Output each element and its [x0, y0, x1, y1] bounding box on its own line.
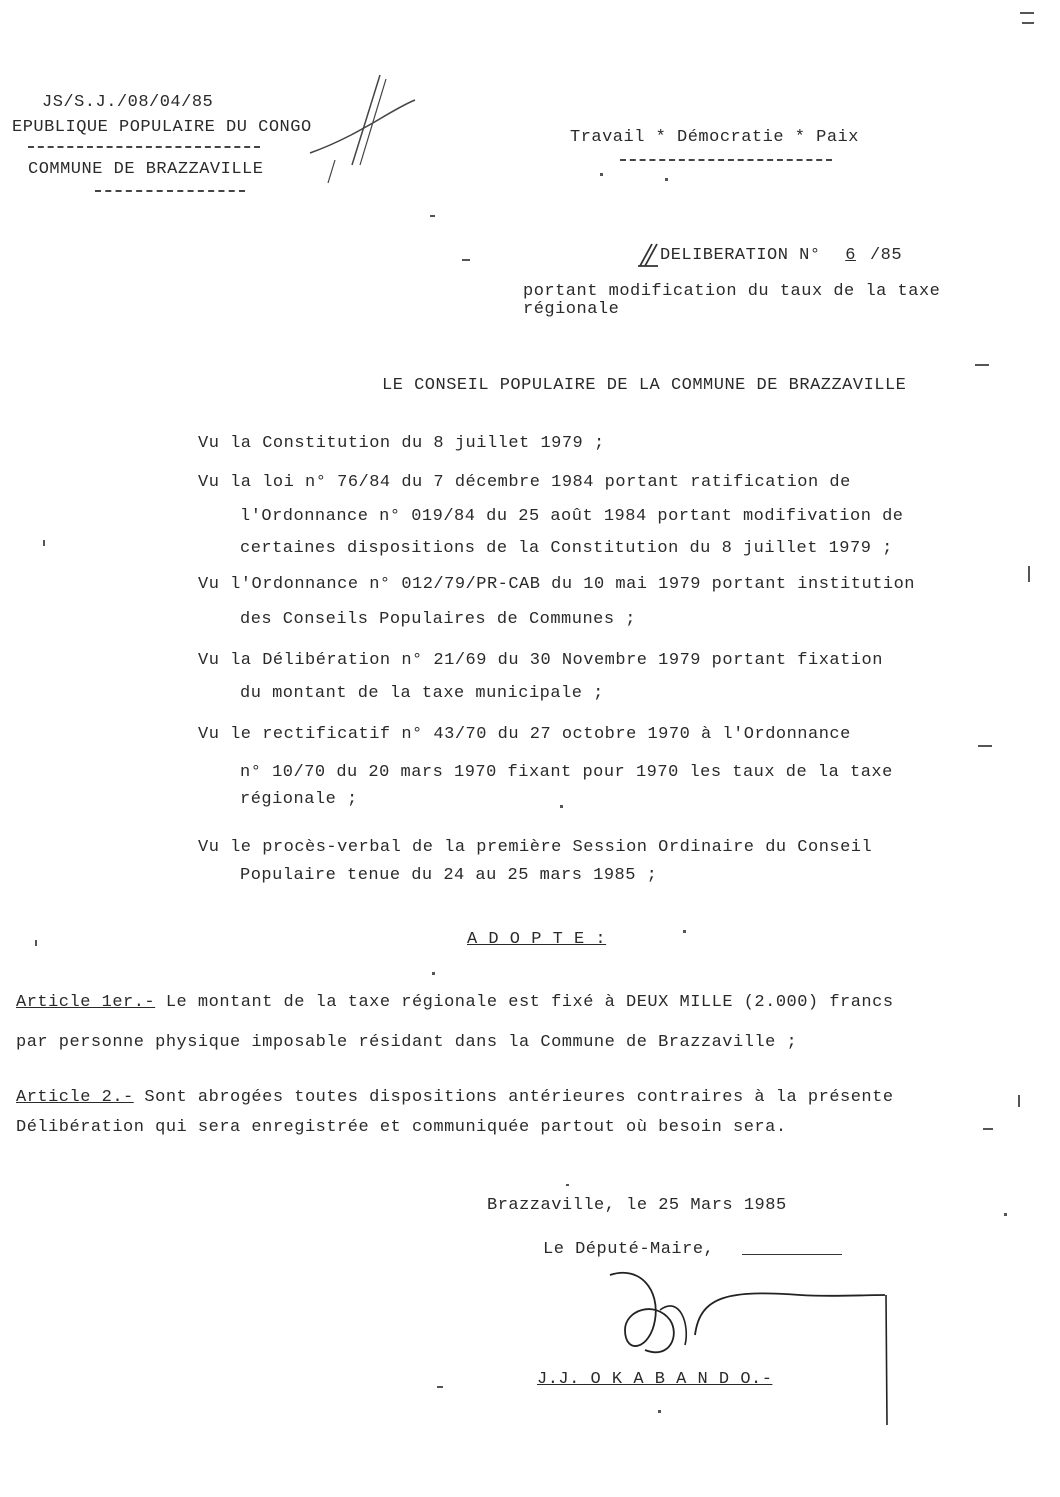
adopte-text: A D O P T E : — [467, 930, 607, 949]
consideration-line: n° 10/70 du 20 mars 1970 fixant pour 1970 les taux de la taxe — [240, 763, 893, 782]
commune-name: COMMUNE DE BRAZZAVILLE — [28, 160, 264, 179]
consideration-line: certaines dispositions de la Constitution du 8 juillet 1979 ; — [240, 539, 893, 558]
pen-stroke-mark — [290, 65, 430, 185]
scan-speck — [978, 745, 992, 747]
scan-speck — [600, 173, 603, 176]
consideration-line: l'Ordonnance n° 019/84 du 25 août 1984 portant modifivation de — [240, 507, 904, 526]
scan-speck — [683, 930, 686, 933]
scan-speck — [1028, 566, 1030, 582]
consideration-line: Vu l'Ordonnance n° 012/79/PR-CAB du 10 mai 1979 portant institution — [198, 575, 916, 594]
republic-name: EPUBLIQUE POPULAIRE DU CONGO — [12, 118, 312, 137]
scan-speck — [665, 178, 668, 181]
scan-speck — [462, 259, 470, 261]
scan-speck — [430, 215, 435, 217]
header-divider — [28, 146, 260, 148]
deliberation-title-prefix: DELIBERATION N° — [660, 246, 821, 265]
consideration-line: Vu la loi n° 76/84 du 7 décembre 1984 portant ratification de — [198, 473, 851, 492]
consideration-line: du montant de la taxe municipale ; — [240, 684, 604, 703]
commune-divider — [95, 190, 245, 192]
consideration-line: régionale ; — [240, 790, 358, 809]
article-text: Sont abrogées toutes dispositions antérieures contraires à la présente — [133, 1088, 894, 1107]
article-1-continuation: par personne physique imposable résidant dans la Commune de Brazzaville ; — [16, 1033, 798, 1052]
scan-speck — [1004, 1213, 1007, 1216]
deliberation-number: 6 — [845, 246, 856, 265]
scan-speck — [1020, 12, 1034, 14]
scan-speck — [658, 1410, 661, 1413]
initial-flourish-mark — [636, 242, 660, 268]
signature-mark — [600, 1265, 900, 1435]
deliberation-subject-line-2: régionale — [523, 300, 620, 319]
scan-speck — [43, 540, 45, 546]
scan-speck — [983, 1128, 993, 1130]
article-1 — [16, 993, 894, 1012]
signatory-name — [537, 1370, 772, 1389]
consideration-line: Vu la Délibération n° 21/69 du 30 Novembre 1979 portant fixation — [198, 651, 883, 670]
signature-line — [742, 1254, 842, 1255]
scan-speck — [975, 364, 989, 366]
motto-divider — [620, 159, 832, 161]
adopte-heading — [467, 930, 606, 949]
article-2-continuation: Délibération qui sera enregistrée et communiquée partout où besoin sera. — [16, 1118, 787, 1137]
scan-speck — [432, 972, 435, 975]
reference-number: JS/S.J./08/04/85 — [42, 93, 214, 112]
article-label: Article 1er.- — [16, 993, 156, 1012]
article-text: Le montant de la taxe régionale est fixé à DEUX MILLE (2.000) francs — [155, 993, 894, 1012]
scan-speck — [566, 1184, 569, 1186]
article-label: Article 2.- — [16, 1088, 134, 1107]
signatory-name-text: J.J. O K A B A N D O.- — [537, 1370, 773, 1389]
scan-speck — [437, 1386, 443, 1388]
deliberation-title — [660, 246, 902, 265]
consideration-line: des Conseils Populaires de Communes ; — [240, 610, 636, 629]
place-and-date: Brazzaville, le 25 Mars 1985 — [487, 1196, 787, 1215]
scan-speck — [35, 940, 37, 946]
deliberation-year: /85 — [869, 246, 903, 265]
consideration-line: Vu le procès-verbal de la première Session Ordinaire du Conseil — [198, 838, 873, 857]
consideration-line: Populaire tenue du 24 au 25 mars 1985 ; — [240, 866, 658, 885]
scan-speck — [1018, 1095, 1020, 1107]
scan-speck — [560, 805, 563, 808]
national-motto: Travail * Démocratie * Paix — [570, 128, 859, 147]
council-heading: LE CONSEIL POPULAIRE DE LA COMMUNE DE BRAZZAVILLE — [382, 376, 907, 395]
deliberation-subject-line-1: portant modification du taux de la taxe — [523, 282, 941, 301]
consideration-line: Vu le rectificatif n° 43/70 du 27 octobre 1970 à l'Ordonnance — [198, 725, 851, 744]
article-2 — [16, 1088, 894, 1107]
consideration-line: Vu la Constitution du 8 juillet 1979 ; — [198, 434, 605, 453]
signatory-title: Le Député-Maire, — [543, 1240, 715, 1259]
scan-speck — [1022, 22, 1034, 24]
